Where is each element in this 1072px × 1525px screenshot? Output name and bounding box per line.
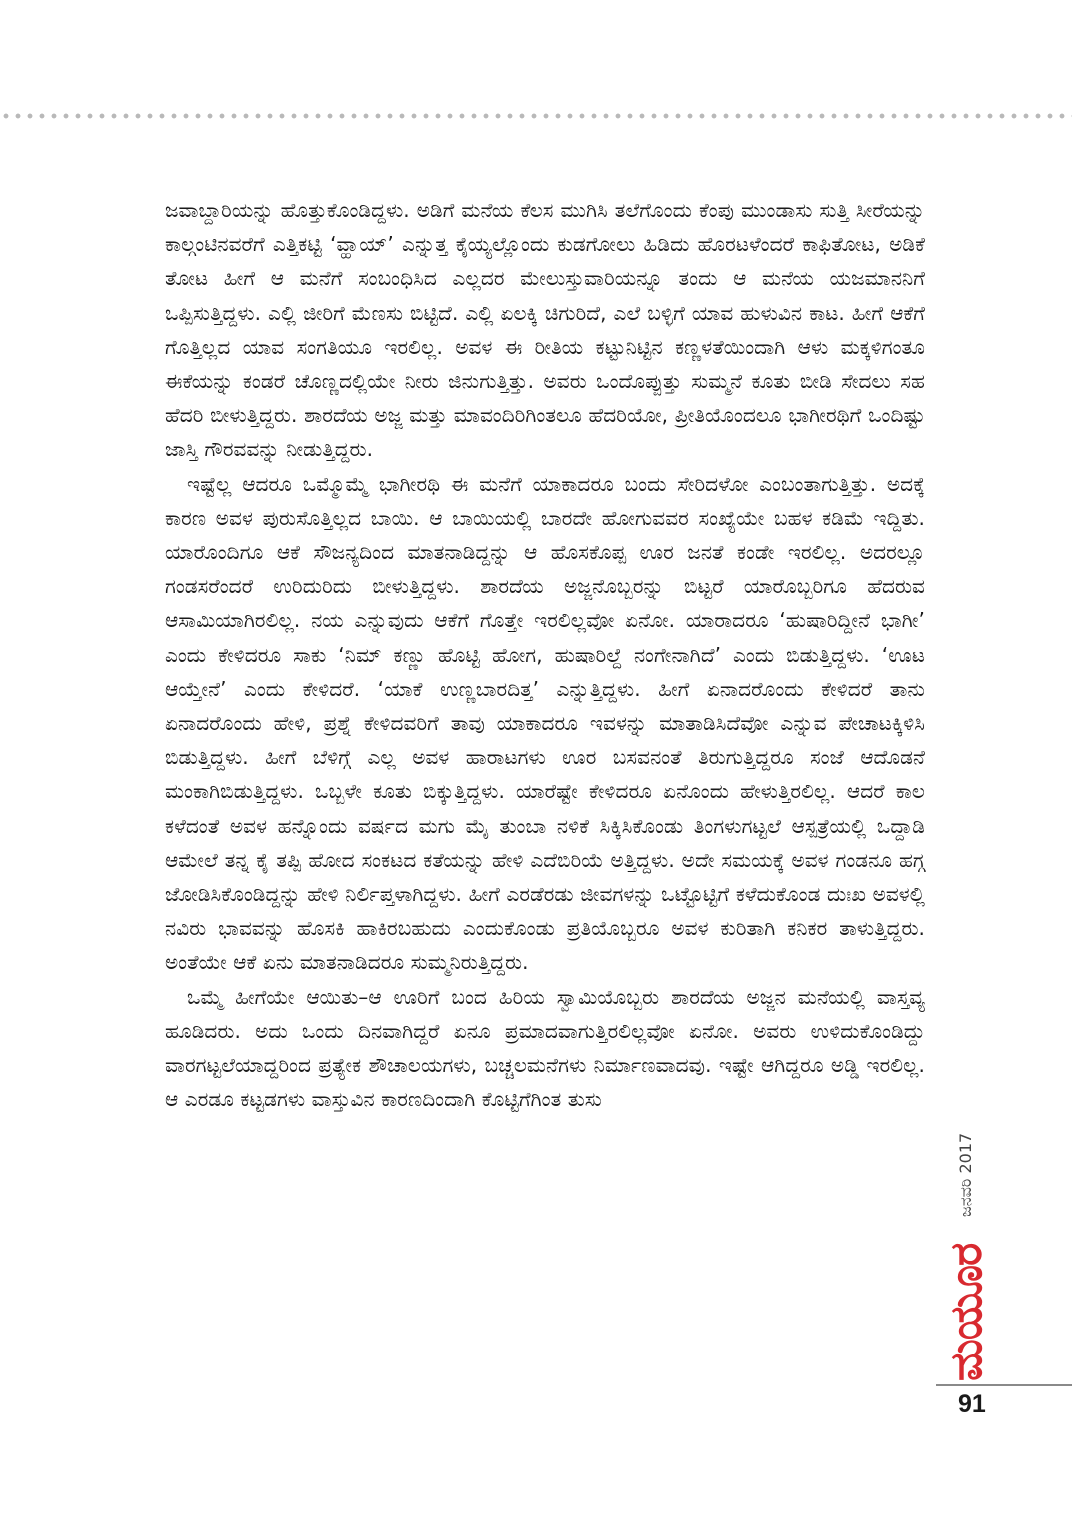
article-paragraph-3: ಒಮ್ಮೆ ಹೀಗೆಯೇ ಆಯಿತು–ಆ ಊರಿಗೆ ಬಂದ ಹಿರಿಯ ಸ್ವಾಮಿಯೊಬ್ಬರು ಶಾರದೆಯ ಅಜ್ಜನ ಮನೆಯಲ್ಲಿ ವಾಸ್ತವ್ಯ ಹೂಡಿದರು. ಅದು ಒಂದು ದಿನವಾಗಿದ್ದರೆ ಏನೂ ಪ್ರಮಾದವಾಗುತ್ತಿರಲಿಲ್ಲವೋ ಏನೋ. ಅವರು ಉಳಿದುಕೊಂಡಿದ್ದು ವಾರಗಟ್ಟಲೆಯಾದ್ದರಿಂದ ಪ್ರತ್ಯೇಕ ಶೌಚಾಲಯಗಳು, ಬಚ್ಚಲಮನೆಗಳು ನಿರ್ಮಾಣವಾದವು. ಇಷ್ಟೇ ಆಗಿದ್ದರೂ ಅಡ್ಡಿ ಇರಲಿಲ್ಲ. ಆ ಎರಡೂ ಕಟ್ಟಡಗಳು ವಾಸ್ತುವಿನ ಕಾರಣದಿಂದಾಗಿ ಕೊಟ್ಟಿಗೆಗಿಂತ ತುಸು [165, 984, 925, 1112]
page-number: 91 [958, 1390, 986, 1418]
magazine-logo: ಮಯೂರ [941, 1243, 992, 1381]
article-paragraph-2: ಇಷ್ಟೆಲ್ಲ ಆದರೂ ಒಮ್ಮೊಮ್ಮೆ ಭಾಗೀರಥಿ ಈ ಮನೆಗೆ ಯಾಕಾದರೂ ಬಂದು ಸೇರಿದಳೋ ಎಂಬಂತಾಗುತ್ತಿತ್ತು. ಅದಕ್ಕೆ ಕಾರಣ ಅವಳ ಪುರುಸೊತ್ತಿಲ್ಲದ ಬಾಯಿ. ಆ ಬಾಯಿಯಲ್ಲಿ ಬಾರದೇ ಹೋಗುವವರ ಸಂಖ್ಯೆಯೇ ಬಹಳ ಕಡಿಮೆ ಇದ್ದಿತು. ಯಾರೊಂದಿಗೂ ಆಕೆ ಸೌಜನ್ಯದಿಂದ ಮಾತನಾಡಿದ್ದನ್ನು ಆ ಹೊಸಕೊಪ್ಪ ಊರ ಜನತೆ ಕಂಡೇ ಇರಲಿಲ್ಲ. ಅದರಲ್ಲೂ ಗಂಡಸರೆಂದರೆ ಉರಿದುರಿದು ಬೀಳುತ್ತಿದ್ದಳು. ಶಾರದೆಯ ಅಜ್ಜನೊಬ್ಬರನ್ನು ಬಿಟ್ಟರೆ ಯಾರೊಬ್ಬರಿಗೂ ಹೆದರುವ ಆಸಾಮಿಯಾಗಿರಲಿಲ್ಲ. ನಯ ಎನ್ನುವುದು ಆಕೆಗೆ ಗೊತ್ತೇ ಇರಲಿಲ್ಲವೋ ಏನೋ. ಯಾರಾದರೂ ‘ಹುಷಾರಿದ್ದೀನೆ ಭಾಗೀ’ ಎಂದು ಕೇಳಿದರೂ ಸಾಕು ‘ನಿಮ್ ಕಣ್ಣು ಹೊಟ್ಟಿ ಹೋಗ, ಹುಷಾರಿಲ್ದೆ ನಂಗೇನಾಗಿದೆ’ ಎಂದು ಬಿಡುತ್ತಿದ್ದಳು. ‘ಊಟ ಆಯ್ತೇನೆ’ ಎಂದು ಕೇಳಿದರೆ. ‘ಯಾಕೆ ಉಣ್ಣಬಾರದಿತ್ತ’ ಎನ್ನುತ್ತಿದ್ದಳು. ಹೀಗೆ ಏನಾದರೊಂದು ಕೇಳಿದರೆ ತಾನು ಏನಾದರೊಂದು ಹೇಳಿ, ಪ್ರಶ್ನೆ ಕೇಳಿದವರಿಗೆ ತಾವು ಯಾಕಾದರೂ ಇವಳನ್ನು ಮಾತಾಡಿಸಿದೆವೋ ಎನ್ನುವ ಪೇಚಾಟಕ್ಕಿಳಿಸಿ ಬಿಡುತ್ತಿದ್ದಳು. ಹೀಗೆ ಬೆಳಿಗ್ಗೆ ಎಲ್ಲ ಅವಳ ಹಾರಾಟಗಳು ಊರ ಬಸವನಂತೆ ತಿರುಗುತ್ತಿದ್ದರೂ ಸಂಜೆ ಆದೊಡನೆ ಮಂಕಾಗಿಬಿಡುತ್ತಿದ್ದಳು. ಒಬ್ಬಳೇ ಕೂತು ಬಿಕ್ಕುತ್ತಿದ್ದಳು. ಯಾರೆಷ್ಟೇ ಕೇಳಿದರೂ ಏನೊಂದು ಹೇಳುತ್ತಿರಲಿಲ್ಲ. ಆದರೆ ಕಾಲ ಕಳೆದಂತೆ ಅವಳ ಹನ್ನೊಂದು ವರ್ಷದ ಮಗು ಮೈ ತುಂಬಾ ನಳಿಕೆ ಸಿಕ್ಕಿಸಿಕೊಂಡು ತಿಂಗಳುಗಟ್ಟಲೆ ಆಸ್ಪತ್ರೆಯಲ್ಲಿ ಒದ್ದಾಡಿ ಆಮೇಲೆ ತನ್ನ ಕೈ ತಪ್ಪಿ ಹೋದ ಸಂಕಟದ ಕತೆಯನ್ನು ಹೇಳಿ ಎದೆಬಿರಿಯೆ ಅತ್ತಿದ್ದಳು. ಅದೇ ಸಮಯಕ್ಕೆ ಅವಳ ಗಂಡನೂ ಹಗ್ಗ ಜೋಡಿಸಿಕೊಂಡಿದ್ದನ್ನು ಹೇಳಿ ನಿರ್ಲಿಪ್ತಳಾಗಿದ್ದಳು. ಹೀಗೆ ಎರಡೆರಡು ಜೀವಗಳನ್ನು ಒಟ್ಟೊಟ್ಟಿಗೆ ಕಳೆದುಕೊಂಡ ದುಃಖ ಅವಳಲ್ಲಿ ನವಿರು ಭಾವವನ್ನು ಹೊಸಕಿ ಹಾಕಿರಬಹುದು ಎಂದುಕೊಂಡು ಪ್ರತಿಯೊಬ್ಬರೂ ಅವಳ ಕುರಿತಾಗಿ ಕನಿಕರ ತಾಳುತ್ತಿದ್ದರು. ಅಂತೆಯೇ ಆಕೆ ಏನು ಮಾತನಾಡಿದರೂ ಸುಮ್ಮನಿರುತ್ತಿದ್ದರು. [165, 471, 925, 975]
issue-date: ಜನವರಿ 2017 [956, 1132, 975, 1217]
magazine-sidebar [936, 1105, 992, 1388]
article-paragraph-1: ಜವಾಬ್ದಾರಿಯನ್ನು ಹೊತ್ತುಕೊಂಡಿದ್ದಳು. ಅಡಿಗೆ ಮನೆಯ ಕೆಲಸ ಮುಗಿಸಿ ತಲೆಗೊಂದು ಕೆಂಪು ಮುಂಡಾಸು ಸುತ್ತಿ ಸೀರೆಯನ್ನು ಕಾಲ್ಗಂಟಿನವರೆಗೆ ಎತ್ತಿಕಟ್ಟಿ ‘ವ್ಹಾಯ್’ ಎನ್ನುತ್ತ ಕೈಯ್ಯಲ್ಲೊಂದು ಕುಡಗೋಲು ಹಿಡಿದು ಹೊರಟಳೆಂದರೆ ಕಾಫಿತೋಟ, ಅಡಿಕೆ ತೋಟ ಹೀಗೆ ಆ ಮನೆಗೆ ಸಂಬಂಧಿಸಿದ ಎಲ್ಲದರ ಮೇಲುಸ್ತುವಾರಿಯನ್ನೂ ತಂದು ಆ ಮನೆಯ ಯಜಮಾನನಿಗೆ ಒಪ್ಪಿಸುತ್ತಿದ್ದಳು. ಎಲ್ಲಿ ಜೀರಿಗೆ ಮೆಣಸು ಬಿಟ್ಟಿದೆ. ಎಲ್ಲಿ ಏಲಕ್ಕಿ ಚಿಗುರಿದೆ, ಎಲೆ ಬಳ್ಳಿಗೆ ಯಾವ ಹುಳುವಿನ ಕಾಟ. ಹೀಗೆ ಆಕೆಗೆ ಗೊತ್ತಿಲ್ಲದ ಯಾವ ಸಂಗತಿಯೂ ಇರಲಿಲ್ಲ. ಅವಳ ಈ ರೀತಿಯ ಕಟ್ಟುನಿಟ್ಟಿನ ಕಣ್ಣಳತೆಯಿಂದಾಗಿ ಆಳು ಮಕ್ಕಳಿಗಂತೂ ಈಕೆಯನ್ನು ಕಂಡರೆ ಚೊಣ್ಣದಲ್ಲಿಯೇ ನೀರು ಜಿನುಗುತ್ತಿತ್ತು. ಅವರು ಒಂದೊಪ್ಪುತ್ತು ಸುಮ್ಮನೆ ಕೂತು ಬೀಡಿ ಸೇದಲು ಸಹ ಹೆದರಿ ಬೀಳುತ್ತಿದ್ದರು. ಶಾರದೆಯ ಅಜ್ಜ ಮತ್ತು ಮಾವಂದಿರಿಗಿಂತಲೂ ಹೆದರಿಯೋ, ಪ್ರೀತಿಯೊಂದಲೂ ಭಾಗೀರಥಿಗೆ ಒಂದಿಷ್ಟು ಜಾಸ್ತಿ ಗೌರವವನ್ನು ನೀಡುತ್ತಿದ್ದರು. [165, 198, 925, 462]
article-body [165, 193, 925, 1116]
footer-rule [936, 1384, 1072, 1386]
dotted-header-rule [0, 112, 1072, 120]
